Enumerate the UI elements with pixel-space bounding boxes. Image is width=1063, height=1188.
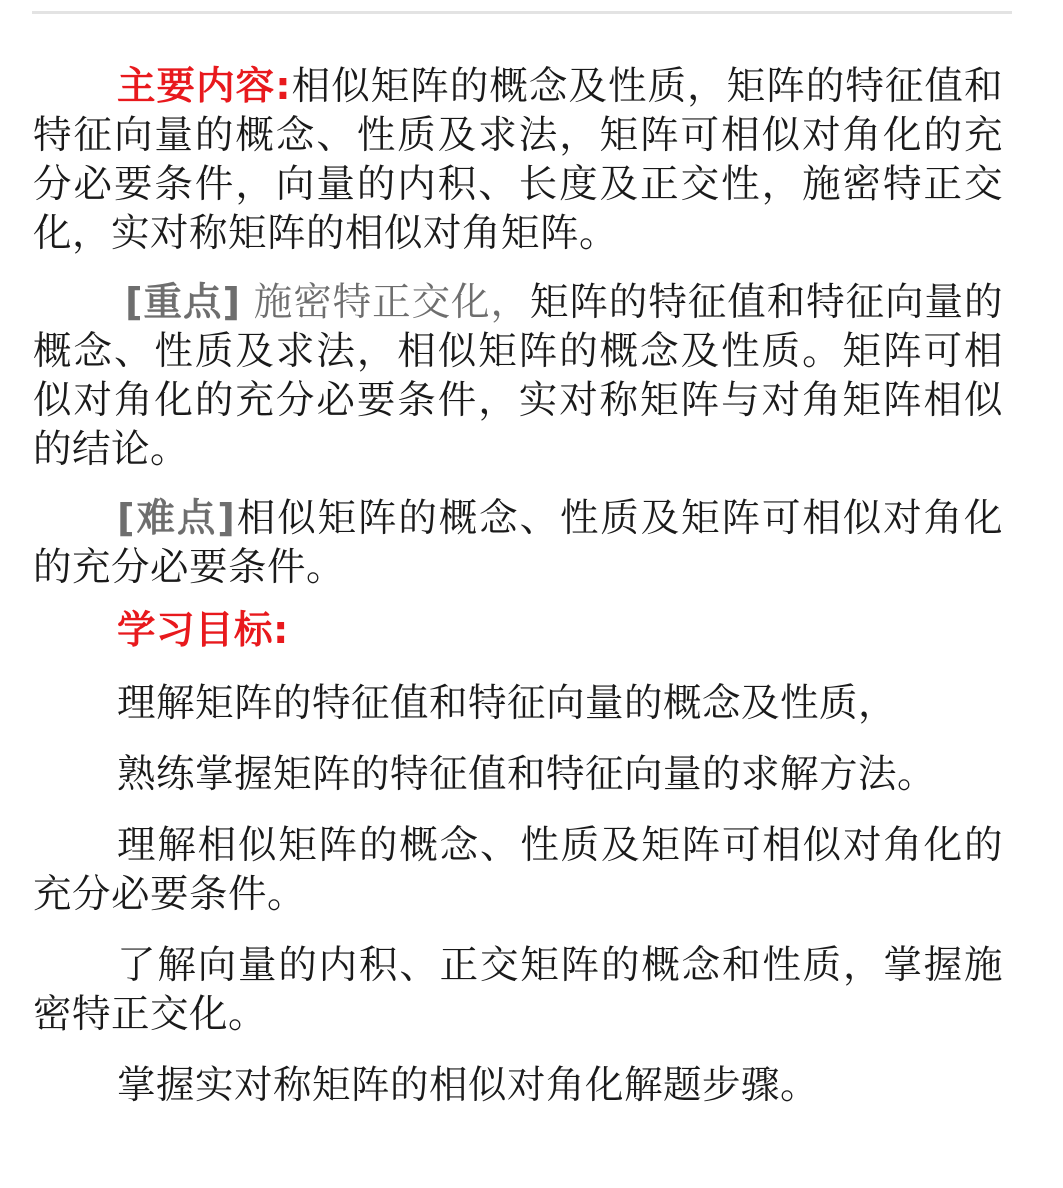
difficult-points-text: 相似矩阵的概念、性质及矩阵可相似对角化的充分必要条件。 — [33, 496, 1003, 590]
objective-item: 熟练掌握矩阵的特征值和特征向量的求解方法。 — [117, 752, 937, 797]
objective-item: 理解矩阵的特征值和特征向量的概念及性质， — [117, 681, 898, 726]
key-points-text: 矩阵的特征值和特征向量的概念、性质及求法，相似矩阵的概念及性质。矩阵可相似对角化的充分必要条件，实对称矩阵与对角矩阵相似的结论。 — [33, 280, 1003, 472]
main-content-paragraph — [33, 62, 1003, 258]
objective-item: 掌握实对称矩阵的相似对角化解题步骤。 — [117, 1063, 820, 1108]
main-content-text: 相似矩阵的概念及性质，矩阵的特征值和特征向量的概念、性质及求法，矩阵可相似对角化的充分必要条件，向量的内积、长度及正交性，施密特正交化，实对称矩阵的相似对角矩阵。 — [33, 64, 1003, 256]
objectives-heading: 学习目标: — [117, 608, 289, 653]
difficult-points-label: [难点] — [117, 496, 236, 541]
key-points-label: [重点] — [125, 280, 241, 325]
key-points-gray-text: 施密特正交化， — [240, 280, 530, 325]
key-points-paragraph — [33, 278, 1003, 474]
main-content-label: 主要内容: — [117, 64, 292, 109]
top-divider — [32, 11, 1012, 14]
difficult-points-paragraph — [33, 494, 1003, 592]
document-body — [33, 62, 1003, 1110]
objectives-heading-paragraph — [33, 606, 1003, 655]
objective-item: 了解向量的内积、正交矩阵的概念和性质，掌握施密特正交化。 — [33, 943, 1003, 1037]
objective-item: 理解相似矩阵的概念、性质及矩阵可相似对角化的充分必要条件。 — [33, 823, 1003, 917]
